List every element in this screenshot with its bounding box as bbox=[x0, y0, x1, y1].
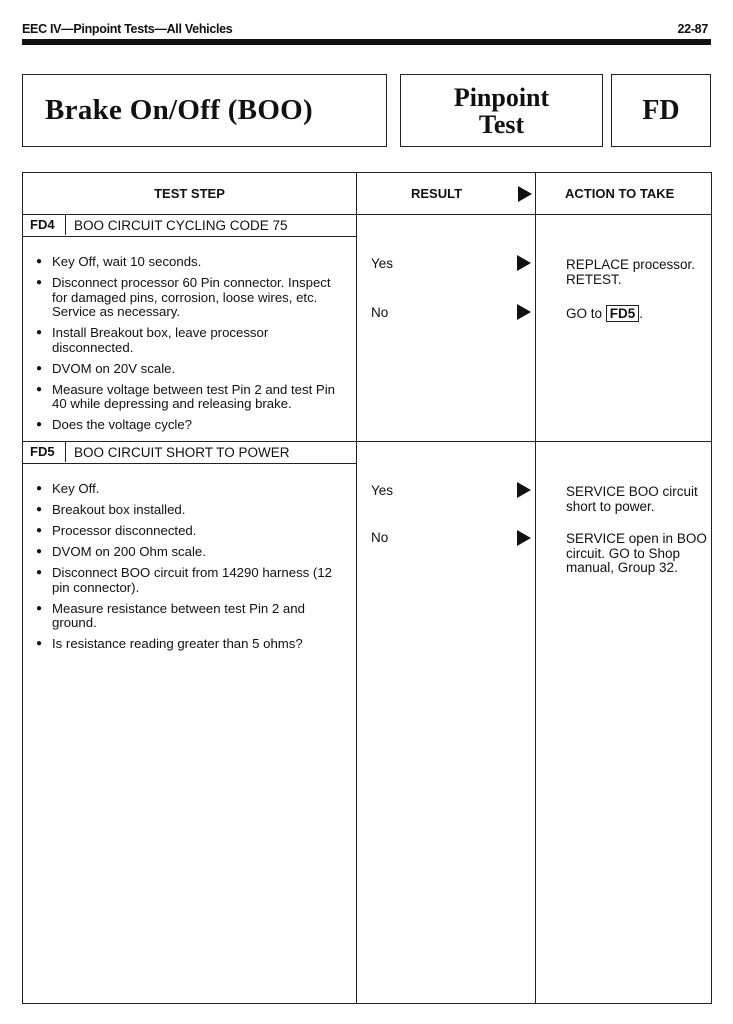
action-yes: SERVICE BOO circuit short to power. bbox=[566, 484, 698, 514]
page-number: 22-87 bbox=[677, 22, 708, 36]
instruction-item: ● Disconnect BOO circuit from 14290 harness (12 pin connector). bbox=[36, 566, 346, 595]
step-header bbox=[23, 442, 356, 464]
instruction-item: ● DVOM on 20V scale. bbox=[36, 362, 346, 377]
result-no: No bbox=[371, 530, 389, 545]
test-code: FD bbox=[642, 94, 680, 126]
header-rule bbox=[22, 39, 711, 45]
test-kind-box bbox=[400, 74, 603, 147]
test-subject-box bbox=[22, 74, 387, 147]
instruction-item: ● Does the voltage cycle? bbox=[36, 418, 346, 433]
arrow-right-icon bbox=[517, 482, 531, 498]
instruction-item: ● Key Off, wait 10 seconds. bbox=[36, 255, 346, 270]
result-yes: Yes bbox=[371, 483, 394, 498]
test-kind-line1: Pinpoint bbox=[453, 82, 550, 112]
action-yes: REPLACE processor. RETEST. bbox=[566, 257, 696, 287]
step-instructions bbox=[36, 482, 346, 658]
result-yes: Yes bbox=[371, 256, 394, 271]
instruction-item: ● Is resistance reading greater than 5 ohms? bbox=[36, 637, 346, 652]
test-step-fd4 bbox=[23, 215, 711, 442]
table-header bbox=[23, 173, 711, 215]
step-instructions bbox=[36, 255, 346, 439]
header-action: ACTION TO TAKE bbox=[565, 186, 675, 201]
step-id: FD5 bbox=[23, 442, 66, 462]
header-test-step: TEST STEP bbox=[154, 186, 225, 201]
step-title: BOO CIRCUIT SHORT TO POWER bbox=[74, 445, 290, 460]
test-kind-line2: Test bbox=[478, 109, 525, 139]
instruction-item: ● Processor disconnected. bbox=[36, 524, 346, 539]
arrow-right-icon bbox=[517, 530, 531, 546]
test-step-fd5 bbox=[23, 442, 711, 1003]
step-id: FD4 bbox=[23, 215, 66, 235]
action-no bbox=[566, 305, 708, 322]
instruction-item: ● Disconnect processor 60 Pin connector. Inspect for damaged pins, corrosion, loose wires, etc. Service as necessary. bbox=[36, 276, 346, 320]
action-suffix: . bbox=[639, 306, 644, 321]
instruction-item: ● Measure voltage between test Pin 2 and test Pin 40 while depressing and releasing brake. bbox=[36, 383, 346, 412]
running-head-title: EEC IV—Pinpoint Tests—All Vehicles bbox=[22, 22, 233, 36]
test-subject: Brake On/Off (BOO) bbox=[45, 94, 313, 126]
pinpoint-test-table bbox=[22, 172, 712, 1004]
step-reference-fd5[interactable]: FD5 bbox=[606, 305, 640, 322]
action-no: SERVICE open in BOO circuit. GO to Shop manual, Group 32. bbox=[566, 531, 707, 575]
header-result: RESULT bbox=[411, 186, 463, 201]
arrow-right-icon bbox=[517, 304, 531, 320]
instruction-item: ● Measure resistance between test Pin 2 and ground. bbox=[36, 602, 346, 631]
instruction-item: ● Breakout box installed. bbox=[36, 503, 346, 518]
result-no: No bbox=[371, 305, 389, 320]
running-head bbox=[22, 18, 710, 38]
action-text: GO to bbox=[566, 306, 603, 321]
step-header bbox=[23, 215, 356, 237]
instruction-item: ● Key Off. bbox=[36, 482, 346, 497]
step-title: BOO CIRCUIT CYCLING CODE 75 bbox=[74, 218, 288, 233]
instruction-item: ● Install Breakout box, leave processor disconnected. bbox=[36, 326, 346, 355]
test-code-box bbox=[611, 74, 711, 147]
instruction-item: ● DVOM on 200 Ohm scale. bbox=[36, 545, 346, 560]
arrow-right-icon bbox=[517, 255, 531, 271]
arrow-right-icon bbox=[518, 186, 532, 202]
